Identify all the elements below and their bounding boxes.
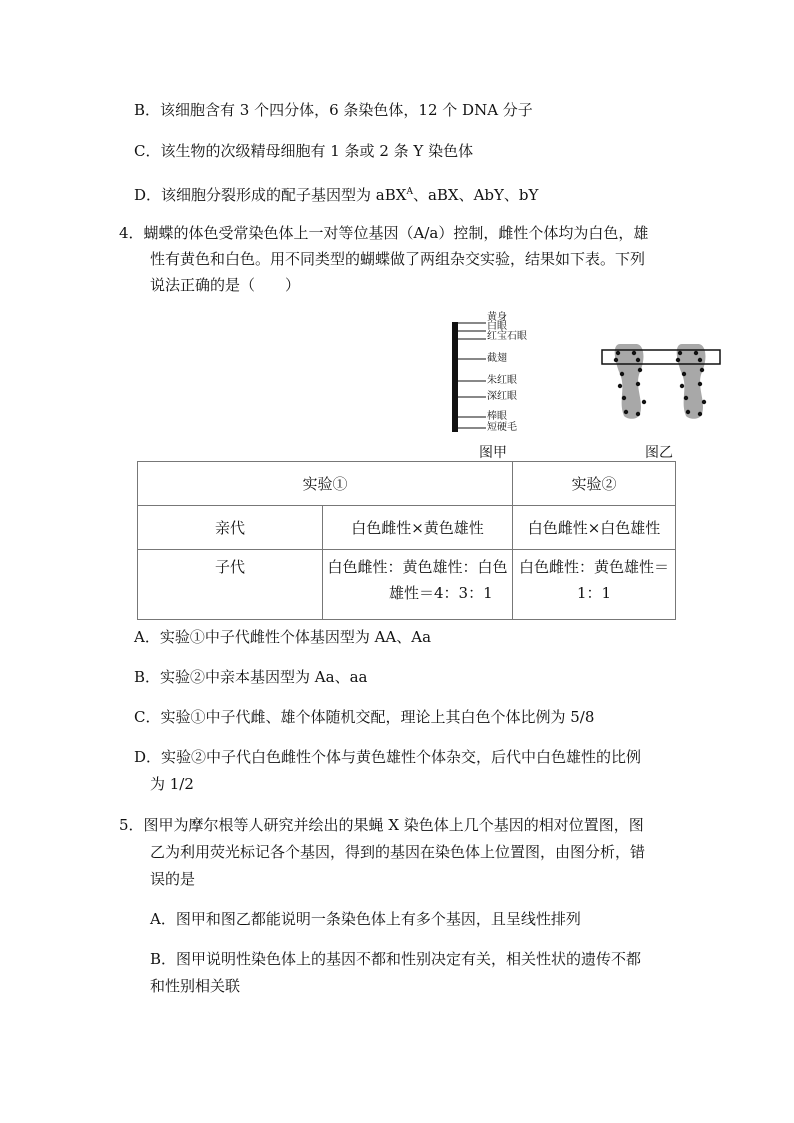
q3-option-d-superscript: A xyxy=(406,187,413,197)
figure-yi-caption: 图乙 xyxy=(645,445,673,461)
gene-label-5: 朱红眼 xyxy=(487,375,517,386)
table-cell-exp1-parent: 白色雌性×黄色雄性 xyxy=(323,506,513,550)
table-header-exp1: 实验① xyxy=(138,462,513,506)
q3-option-c: C．该生物的次级精母细胞有 1 条或 2 条 Y 染色体 xyxy=(134,142,474,160)
table-cell-exp2-offspring xyxy=(513,550,676,620)
q4-option-d-line2: 为 1/2 xyxy=(150,775,194,793)
gene-label-4: 截翅 xyxy=(487,353,507,364)
gene-label-6: 深红眼 xyxy=(487,391,517,402)
q5-option-b-line2: 和性别相关联 xyxy=(150,977,241,995)
q4-stem-line1: 4．蝴蝶的体色受常染色体上一对等位基因（A/a）控制，雌性个体均为白色，雄 xyxy=(119,224,649,242)
q5-option-b-line1: B．图甲说明性染色体上的基因不都和性别决定有关，相关性状的遗传不都 xyxy=(150,950,642,968)
gene-label-1: 黄身 xyxy=(487,312,507,323)
q5-option-a: A．图甲和图乙都能说明一条染色体上有多个基因，且呈线性排列 xyxy=(150,910,581,928)
gene-label-8: 短硬毛 xyxy=(487,422,517,433)
exp1-offspring-line1: 白色雌性：黄色雄性：白色 xyxy=(327,558,508,576)
q4-stem-line3: 说法正确的是（ ） xyxy=(150,276,301,294)
q4-option-a: A．实验①中子代雌性个体基因型为 AA、Aa xyxy=(134,628,432,646)
q3-option-d-suffix: 、aBX、AbY、bY xyxy=(412,186,539,204)
table-label-offspring: 子代 xyxy=(138,550,323,620)
table-cell-exp1-offspring xyxy=(323,550,513,620)
q3-option-d xyxy=(134,182,538,205)
experiment-table xyxy=(137,461,676,620)
table-cell-exp2-parent: 白色雌性×白色雄性 xyxy=(513,506,676,550)
exp2-offspring-line2: 1：1 xyxy=(576,584,612,602)
gene-label-3: 红宝石眼 xyxy=(487,331,527,342)
table-row xyxy=(138,506,676,550)
q4-stem-line2: 性有黄色和白色。用不同类型的蝴蝶做了两组杂交实验，结果如下表。下列 xyxy=(150,250,646,268)
q4-option-d-line1: D．实验②中子代白色雌性个体与黄色雄性个体杂交，后代中白色雄性的比例 xyxy=(134,748,642,766)
q5-stem-line2: 乙为利用荧光标记各个基因，得到的基因在染色体上位置图，由图分析，错 xyxy=(150,843,646,861)
figure-jia-caption: 图甲 xyxy=(479,445,507,461)
q3-option-d-prefix: D．该细胞分裂形成的配子基因型为 aBX xyxy=(134,186,407,204)
q3-option-b: B．该细胞含有 3 个四分体，6 条染色体，12 个 DNA 分子 xyxy=(134,101,533,119)
gene-label-2: 白眼 xyxy=(487,321,507,332)
table-row xyxy=(138,550,676,620)
q5-stem-line1: 5．图甲为摩尔根等人研究并绘出的果蝇 X 染色体上几个基因的相对位置图，图 xyxy=(119,816,644,834)
q5-stem-line3: 误的是 xyxy=(150,870,196,888)
table-header-exp2: 实验② xyxy=(513,462,676,506)
gene-label-7: 棒眼 xyxy=(487,411,507,422)
q4-option-b: B．实验②中亲本基因型为 Aa、aa xyxy=(134,668,368,686)
fluorescent-chromosomes xyxy=(600,340,730,420)
exp1-offspring-line2: 雄性＝4：3：1 xyxy=(389,584,493,602)
table-row xyxy=(138,462,676,506)
exp2-offspring-line1: 白色雌性：黄色雄性＝ xyxy=(518,558,669,576)
table-label-parent: 亲代 xyxy=(138,506,323,550)
q4-option-c: C．实验①中子代雌、雄个体随机交配，理论上其白色个体比例为 5/8 xyxy=(134,708,595,726)
